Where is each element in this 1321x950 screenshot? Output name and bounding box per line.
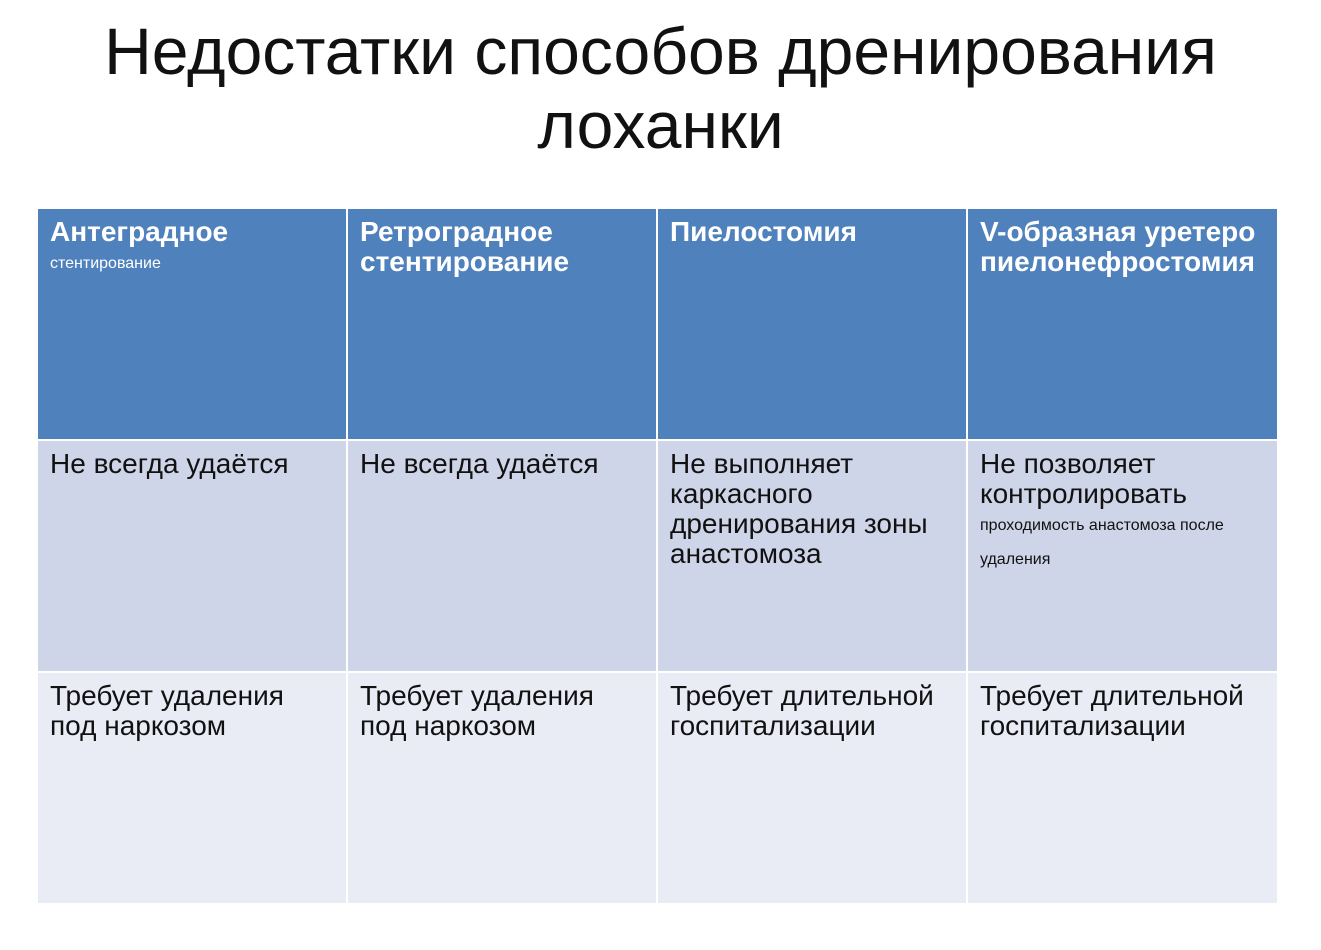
table-cell [967, 672, 1278, 904]
table-row [37, 672, 1278, 904]
cell-text: Требует длительной госпитализации [670, 680, 934, 741]
header-pyelostomy-main: Пиелостомия [670, 216, 857, 247]
cell-text: Требует длительной госпитализации [980, 680, 1244, 741]
table-cell [347, 672, 657, 904]
cell-text: Не всегда удаётся [360, 448, 599, 479]
table-cell [347, 440, 657, 672]
slide-title: Недостатки способов дренирования лоханки [104, 14, 1217, 162]
table-cell [37, 440, 347, 672]
cell-text: Требует удаления под наркозом [360, 680, 594, 741]
cell-text: Не позволяет контролировать [980, 448, 1188, 509]
cell-text: Требует удаления под наркозом [50, 680, 284, 741]
table-cell [657, 672, 967, 904]
header-antegrade-main: Антеградное [50, 216, 229, 247]
cell-text: Не всегда удаётся [50, 448, 289, 479]
table-cell [37, 672, 347, 904]
table-cell [967, 440, 1278, 672]
cell-text: Не выполняет каркасного дренирования зоны анастомоза [670, 448, 928, 569]
header-retrograde-main: Ретроградное стентирование [360, 216, 570, 277]
header-cell-pyelostomy [657, 208, 967, 440]
header-cell-v-shaped [967, 208, 1278, 440]
table-row [37, 440, 1278, 672]
header-v-shaped-main: V-образная уретеропиелонефростомия [980, 216, 1256, 277]
table-cell [657, 440, 967, 672]
header-cell-antegrade [37, 208, 347, 440]
header-antegrade-sub: стентирование [50, 255, 161, 272]
header-cell-retrograde [347, 208, 657, 440]
table-header-row [37, 208, 1278, 440]
comparison-table [36, 207, 1279, 905]
cell-subtext: проходимость анастомоза после удаления [980, 517, 1224, 568]
